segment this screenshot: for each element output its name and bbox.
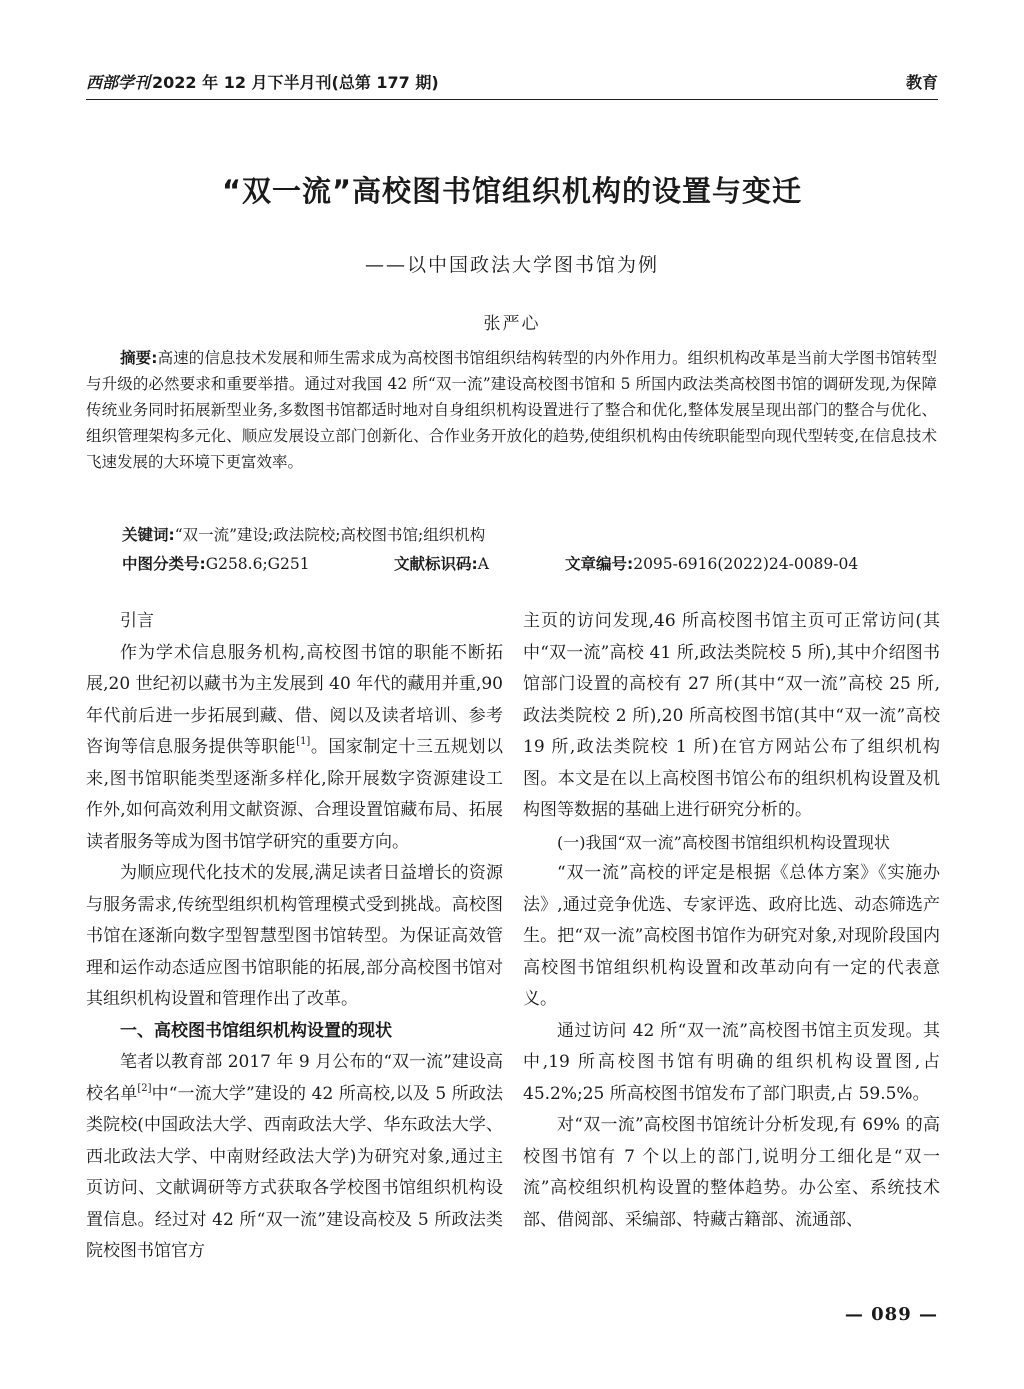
body-column-right (523, 606, 940, 1236)
clc-value: G258.6;G251 (205, 555, 310, 573)
article-number-value: 2095-6916(2022)24-0089-04 (633, 555, 859, 573)
journal-brand-logo: 西部学刊 (86, 73, 151, 92)
doc-code-value: A (477, 555, 489, 573)
clc-field (122, 551, 310, 577)
intro-heading: 引言 (120, 611, 154, 631)
clc-label: 中图分类号: (122, 555, 206, 573)
citation-ref: [2] (137, 1082, 152, 1094)
article-number-label: 文章编号: (565, 555, 634, 573)
paragraph: 通过访问 42 所“双一流”高校图书馆主页发现。其中,19 所高校图书馆有明确的组织机构设置图,占 45.2%;25 所高校图书馆发布了部门职责,占 59.5%。 (523, 1020, 940, 1104)
article-number-field (565, 551, 858, 577)
keywords-label: 关键词: (122, 526, 175, 544)
journal-name (86, 70, 439, 96)
keywords-text: “双一流”建设;政法院校;高校图书馆;组织机构 (174, 526, 486, 544)
abstract (86, 345, 937, 475)
paragraph: 笔者以教育部 2017 年 9 月公布的“双一流”建设高校名单[2]中“一流大学”建设的 42 所高校,以及 5 所政法类院校(中国政法大学、西南政法大学、华东政法大学、西北政法大学、中南财经政法大学)为研究对象,通过主页访问、文献调研等方式获取各学校图书馆组织机构设置信息。经过对 42 所“双一流”建设高校及 5 所政法类院校图书馆官方 (86, 1052, 503, 1261)
classification-line (122, 551, 937, 577)
citation-ref: [1] (296, 736, 311, 747)
abstract-label: 摘要: (120, 349, 158, 367)
header-rule (86, 99, 938, 100)
article-title: “双一流”高校图书馆组织机构的设置与变迁 (221, 174, 803, 208)
paragraph: 作为学术信息服务机构,高校图书馆的职能不断拓展,20 世纪初以藏书为主发展到 40 年代的藏用并重,90 年代前后进一步拓展到藏、借、阅以及读者培训、参考咨询等信息服务提供等职能[1]。国家制定十三五规划以来,图书馆职能类型逐渐多样化,除开展数字资源建设工作外,如何高效利用文献资源、合理设置馆藏布局、拓展读者服务等成为图书馆学研究的重要方向。 (86, 642, 504, 852)
paragraph: 主页的访问发现,46 所高校图书馆主页可正常访问(其中“双一流”高校 41 所,政法类院校 5 所),其中介绍图书馆部门设置的高校有 27 所(其中“双一流”高校 25 所,政法类院校 2 所),20 所高校图书馆(其中“双一流”高校 19 所,政法类院校 1 所)在官方网站公布了组织机构图。本文是在以上高校图书馆公布的组织机构设置及机构图等数据的基础上进行研究分析的。 (523, 611, 940, 820)
section-tag: 教育 (905, 73, 938, 92)
doc-code-field (394, 551, 489, 577)
paragraph: 为顺应现代化技术的发展,满足读者日益增长的资源与服务需求,传统型组织机构管理模式受到挑战。高校图书馆在逐渐向数字型智慧型图书馆转型。为保证高效管理和运作动态适应图书馆职能的拓展,部分高校图书馆对其组织机构设置和管理作出了改革。 (86, 863, 503, 1009)
subsection-heading: (一)我国“双一流”高校图书馆组织机构设置现状 (557, 832, 890, 852)
article-subtitle: ——以中国政法大学图书馆为例 (364, 254, 659, 276)
journal-issue: 2022 年 12 月下半月刊(总第 177 期) (152, 73, 439, 92)
keywords (122, 522, 937, 548)
page-number: — 089 — (844, 1304, 938, 1325)
abstract-text: 高速的信息技术发展和师生需求成为高校图书馆组织结构转型的内外作用力。组织机构改革是当前大学图书馆转型与升级的必然要求和重要举措。通过对我国 42 所“双一流”建设高校图书馆和 5 所国内政法类高校图书馆的调研发现,为保障传统业务同时拓展新型业务,多数图书馆都适时地对自身组织机构设置进行了整合和优化,整体发展呈现出部门的整合与优化、组织管理架构多元化、顺应发展设立部门创新化、合作业务开放化的趋势,使组织机构由传统职能型向现代型转变,在信息技术飞速发展的大环境下更富效率。 (86, 349, 937, 471)
body-column-left (86, 606, 503, 1268)
section-heading: 一、高校图书馆组织机构设置的现状 (120, 1020, 392, 1041)
doc-code-label: 文献标识码: (394, 555, 478, 573)
paragraph: 对“双一流”高校图书馆统计分析发现,有 69% 的高校图书馆有 7 个以上的部门,说明分工细化是“双一流”高校组织机构设置的整体趋势。办公室、系统技术部、借阅部、采编部、特藏古籍部、流通部、 (523, 1115, 940, 1230)
paragraph: “双一流”高校的评定是根据《总体方案》《实施办法》,通过竞争优选、专家评选、政府比选、动态筛选产生。把“双一流”高校图书馆作为研究对象,对现阶段国内高校图书馆组织机构设置和改革动向有一定的代表意义。 (523, 863, 940, 1009)
author-name: 张严心 (483, 314, 541, 334)
running-header (86, 70, 938, 100)
